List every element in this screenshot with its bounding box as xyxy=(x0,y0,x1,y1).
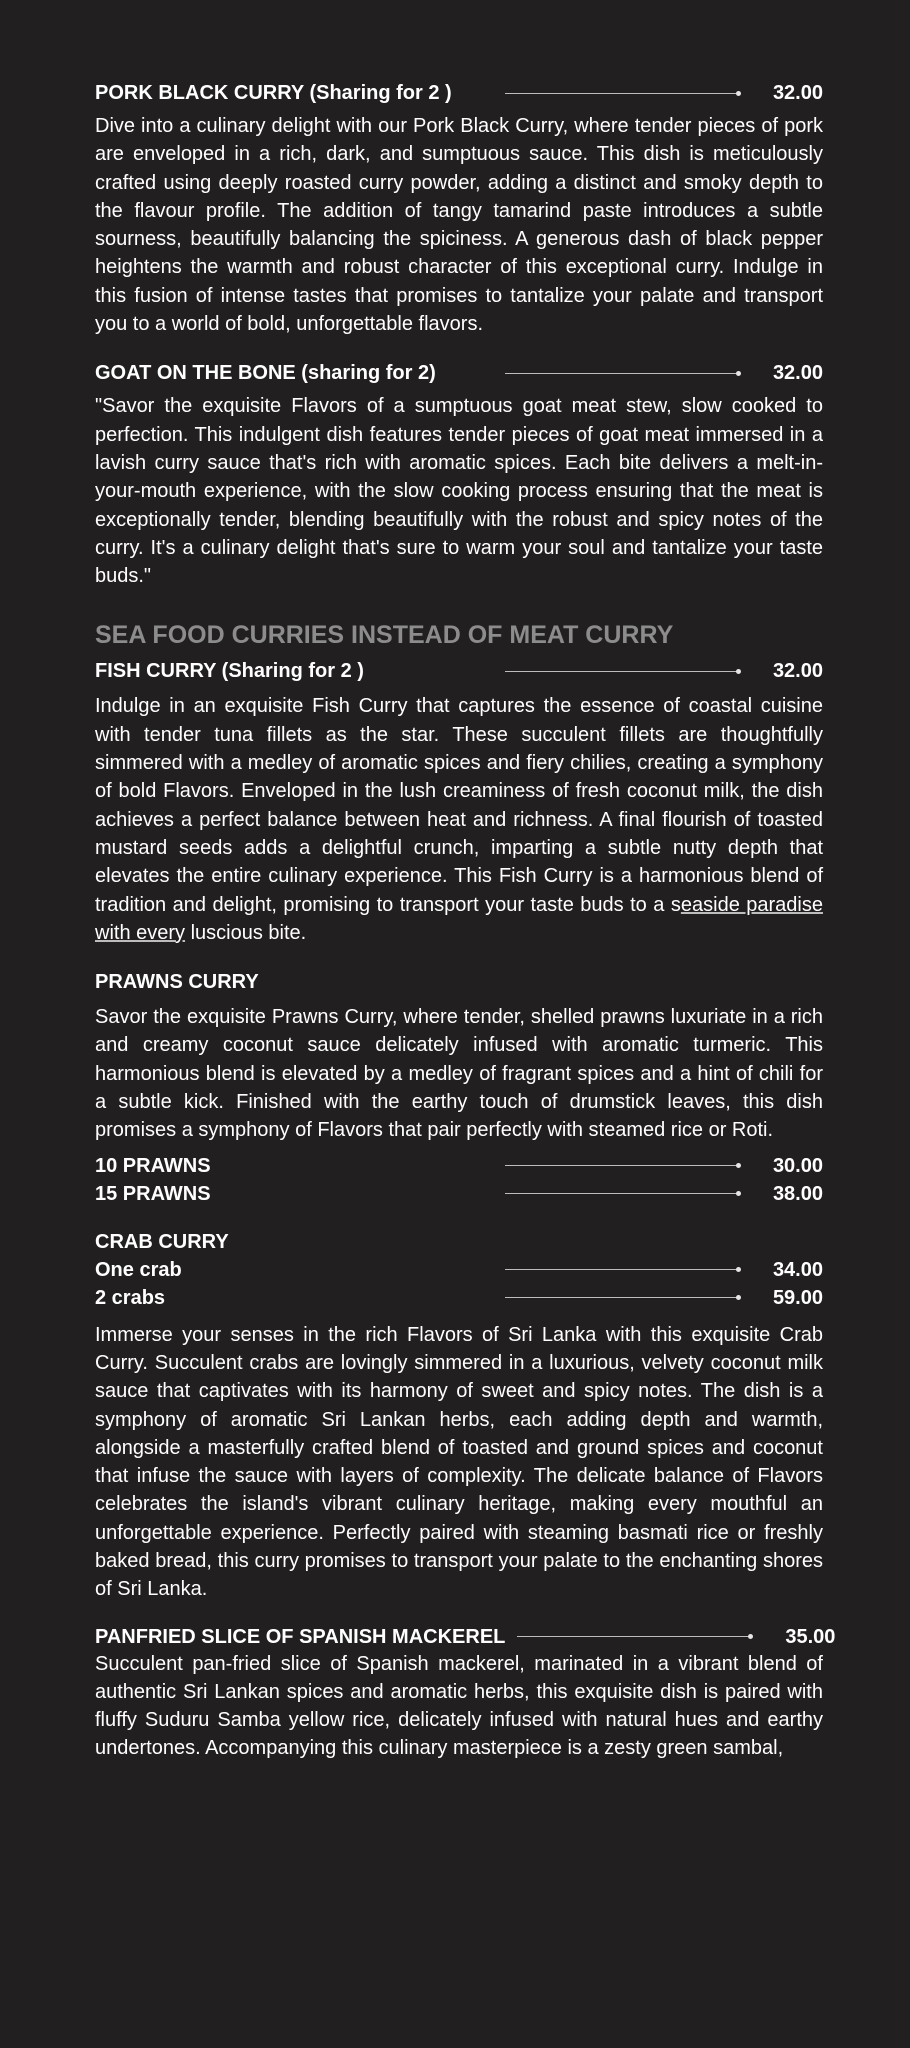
crab-option-price: 34.00 xyxy=(772,1258,823,1281)
goat-on-the-bone-price: 32.00 xyxy=(772,362,823,385)
spanish-mackerel-name: PANFRIED SLICE OF SPANISH MACKEREL xyxy=(95,1625,506,1648)
fish-curry-description-part2: luscious bite. xyxy=(185,921,307,944)
fish-curry-description-part1: Indulge in an exquisite Fish Curry that captures the essence of coastal cuisine with tender tuna fillets as the star. These succulent fillets are thoughtfully simmered with a medley of aromatic spices and fiery chilies, creating a symphony of bold Flavors. Enveloped in the lush creaminess of fresh coconut milk, the dish achieves a perfect balance between heat and richness. A final flourish of toasted mustard seeds adds a delightful crunch, imparting a subtle nutty depth that elevates the entire culinary experience. This Fish Curry is a harmonious blend of tradition and delight, promising to transport your taste buds to a s xyxy=(95,695,823,916)
spanish-mackerel-row xyxy=(95,1624,836,1650)
price-leader-line xyxy=(505,1636,781,1637)
fish-curry-name: FISH CURRY (Sharing for 2 ) xyxy=(95,660,364,683)
crab-option-row xyxy=(95,1285,823,1311)
crab-option-row xyxy=(95,1257,823,1283)
spanish-mackerel-price: 35.00 xyxy=(785,1625,836,1648)
prawns-option-label: 15 PRAWNS xyxy=(95,1182,211,1205)
prawns-curry-name: PRAWNS CURRY xyxy=(95,971,259,994)
crab-curry-description: Immerse your senses in the rich Flavors of Sri Lanka with this exquisite Crab Curry. Succulent crabs are lovingly simmered in a luxurious, velvety coconut milk sauce that captivates with its harmony of sweet and spicy notes. The dish is a symphony of aromatic Sri Lankan herbs, each adding depth and warmth, alongside a masterfully crafted blend of toasted and ground spices and coconut that infuse the sauce with layers of complexity. The delicate balance of Flavors celebrates the island's vibrant culinary heritage, making every mouthful an unforgettable experience. Perfectly paired with steaming basmati rice or freshly baked bread, this curry promises to transport your palate to the enchanting shores of Sri Lanka. xyxy=(95,1323,823,1601)
price-leader-line xyxy=(165,1297,769,1298)
price-leader-line xyxy=(452,93,769,94)
goat-on-the-bone-row xyxy=(95,360,823,386)
prawns-option-price: 38.00 xyxy=(772,1182,823,1205)
fish-curry-price: 32.00 xyxy=(772,660,823,683)
pork-black-curry-description: Dive into a culinary delight with our Pork Black Curry, where tender pieces of pork are enveloped in a rich, dark, and sumptuous sauce. This dish is meticulously crafted using deeply roasted curry powder, adding a distinct and smoky depth to the flavour profile. The addition of tangy tamarind paste introduces a subtle sourness, beautifully balancing the spiciness. A generous dash of black pepper heightens the warmth and robust character of this exceptional curry. Indulge in this fusion of intense tastes that promises to tantalize your palate and transport you to a world of bold, unforgettable flavors. xyxy=(95,115,823,336)
pork-black-curry-price: 32.00 xyxy=(772,82,823,104)
price-leader-line xyxy=(211,1165,769,1166)
prawns-option-row xyxy=(95,1181,823,1207)
fish-curry-description-underlined: easide paradise with every xyxy=(95,893,823,944)
fish-curry-row xyxy=(95,658,823,684)
seafood-section-title: SEA FOOD CURRIES INSTEAD OF MEAT CURRY xyxy=(95,621,674,650)
crab-curry-name: CRAB CURRY xyxy=(95,1230,229,1253)
price-leader-line xyxy=(211,1193,769,1194)
crab-option-price: 59.00 xyxy=(772,1286,823,1309)
crab-option-label: One crab xyxy=(95,1258,182,1281)
goat-on-the-bone-name: GOAT ON THE BONE (sharing for 2) xyxy=(95,362,436,385)
price-leader-line xyxy=(182,1269,769,1270)
spanish-mackerel-description: Succulent pan-fried slice of Spanish mackerel, marinated in a vibrant blend of authentic Sri Lankan spices and aromatic herbs, this exquisite dish is paired with fluffy Suduru Samba yellow rice, delicately infused with natural hues and earthy undertones. Accompanying this culinary masterpiece is a zesty green sambal, xyxy=(95,1652,823,1760)
pork-black-curry-name: PORK BLACK CURRY (Sharing for 2 ) xyxy=(95,82,452,104)
price-leader-line xyxy=(364,671,769,672)
prawns-option-label: 10 PRAWNS xyxy=(95,1154,211,1177)
pork-black-curry-row xyxy=(95,80,823,106)
prawns-option-price: 30.00 xyxy=(772,1154,823,1177)
crab-option-label: 2 crabs xyxy=(95,1286,166,1309)
prawns-curry-description: Savor the exquisite Prawns Curry, where tender, shelled prawns luxuriate in a rich and creamy coconut sauce delicately infused with aromatic turmeric. This harmonious blend is elevated by a medley of fragrant spices and a hint of chili for a subtle kick. Finished with the earthy touch of drumstick leaves, this dish promises a symphony of Flavors that pair perfectly with steamed rice or Roti. xyxy=(95,1006,823,1142)
prawns-option-row xyxy=(95,1153,823,1179)
goat-on-the-bone-description: "Savor the exquisite Flavors of a sumptuous goat meat stew, slow cooked to perfection. This indulgent dish features tender pieces of goat meat immersed in a lavish curry sauce that's rich with aromatic spices. Each bite delivers a melt-in-your-mouth experience, with the slow cooking process ensuring that the meat is exceptionally tender, blending beautifully with the robust and spicy notes of the curry. It's a culinary delight that's sure to warm your soul and tantalize your taste buds." xyxy=(95,395,823,588)
price-leader-line xyxy=(436,373,769,374)
fish-curry-description xyxy=(95,692,823,947)
